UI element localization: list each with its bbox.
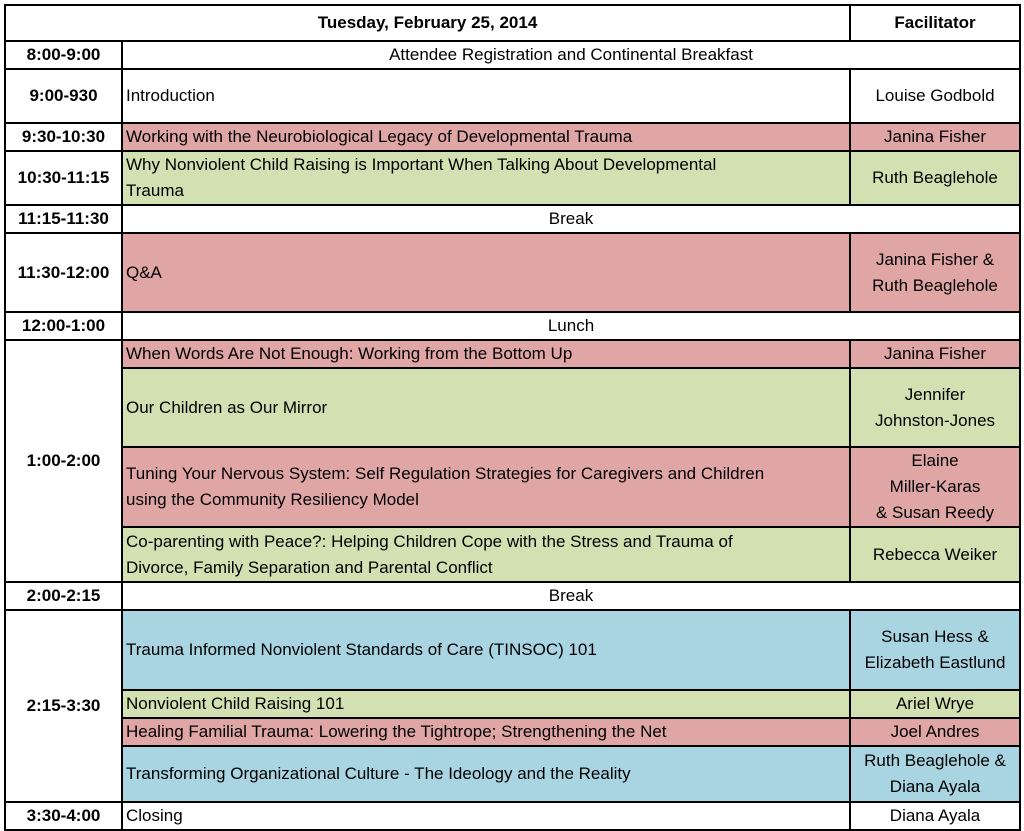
facilitator-cell: Ruth Beaglehole	[850, 151, 1020, 205]
time-cell: 11:30-12:00	[5, 233, 122, 312]
table-row	[5, 582, 1020, 610]
table-row	[5, 610, 1020, 690]
table-row	[5, 340, 1020, 368]
facilitator-line: Johnston-Jones	[875, 410, 996, 430]
session-topic: Healing Familial Trauma: Lowering the Tightrope; Strengthening the Net	[122, 718, 850, 746]
session-topic: Trauma Informed Nonviolent Standards of Care (TINSOC) 101	[122, 610, 850, 690]
schedule-table	[4, 4, 1021, 831]
facilitator-line: Elizabeth Eastlund	[864, 653, 1006, 672]
facilitator-line: Susan Hess &	[881, 627, 989, 646]
time-cell: 2:15-3:30	[5, 610, 122, 802]
table-row	[5, 205, 1020, 233]
date-header: Tuesday, February 25, 2014	[5, 5, 850, 41]
session-topic: Closing	[122, 802, 850, 830]
table-row	[5, 527, 1020, 582]
facilitator-cell	[850, 368, 1020, 447]
session-topic: Nonviolent Child Raising 101	[122, 690, 850, 718]
table-row	[5, 123, 1020, 151]
session-topic: Lunch	[122, 312, 1020, 340]
table-row	[5, 151, 1020, 205]
time-cell: 10:30-11:15	[5, 151, 122, 205]
facilitator-cell: Louise Godbold	[850, 69, 1020, 123]
session-topic: Transforming Organizational Culture - The Ideology and the Reality	[122, 746, 850, 802]
session-topic: Break	[122, 205, 1020, 233]
time-cell: 8:00-9:00	[5, 41, 122, 69]
topic-line: using the Community Resiliency Model	[126, 490, 419, 509]
facilitator-cell	[850, 746, 1020, 802]
facilitator-cell: Janina Fisher	[850, 340, 1020, 368]
table-row	[5, 746, 1020, 802]
facilitator-line: Janina Fisher &	[875, 249, 995, 269]
facilitator-line: Miller-Karas	[889, 477, 981, 496]
table-row	[5, 690, 1020, 718]
session-topic: When Words Are Not Enough: Working from the Bottom Up	[122, 340, 850, 368]
time-cell: 9:30-10:30	[5, 123, 122, 151]
time-cell: 2:00-2:15	[5, 582, 122, 610]
table-row	[5, 69, 1020, 123]
session-topic: Introduction	[122, 69, 850, 123]
time-cell: 3:30-4:00	[5, 802, 122, 830]
facilitator-cell	[850, 233, 1020, 312]
time-cell: 11:15-11:30	[5, 205, 122, 233]
table-row	[5, 233, 1020, 312]
facilitator-cell: Joel Andres	[850, 718, 1020, 746]
table-row	[5, 802, 1020, 830]
facilitator-cell: Janina Fisher	[850, 123, 1020, 151]
table-row	[5, 368, 1020, 447]
facilitator-line: Elaine	[911, 451, 959, 470]
session-topic: Working with the Neurobiological Legacy of Developmental Trauma	[122, 123, 850, 151]
table-row	[5, 312, 1020, 340]
session-topic: Attendee Registration and Continental Breakfast	[122, 41, 1020, 69]
facilitator-line: Ruth Beaglehole &	[864, 751, 1006, 770]
topic-line: Co-parenting with Peace?: Helping Children Cope with the Stress and Trauma of	[126, 531, 733, 551]
facilitator-cell	[850, 447, 1020, 527]
facilitator-cell: Rebecca Weiker	[850, 527, 1020, 582]
header-row	[5, 5, 1020, 41]
facilitator-cell: Ariel Wrye	[850, 690, 1020, 718]
facilitator-cell	[850, 610, 1020, 690]
time-cell: 12:00-1:00	[5, 312, 122, 340]
session-topic: Break	[122, 582, 1020, 610]
table-row	[5, 41, 1020, 69]
topic-line: Trauma	[126, 181, 184, 200]
facilitator-line: Ruth Beaglehole	[872, 275, 998, 295]
facilitator-line: & Susan Reedy	[875, 503, 995, 522]
facilitator-cell: Diana Ayala	[850, 802, 1020, 830]
table-row	[5, 718, 1020, 746]
facilitator-header: Facilitator	[850, 5, 1020, 41]
topic-line: Why Nonviolent Child Raising is Important When Talking About Developmental	[126, 155, 717, 174]
topic-line: Divorce, Family Separation and Parental Conflict	[126, 557, 493, 577]
table-row	[5, 447, 1020, 527]
session-topic: Q&A	[122, 233, 850, 312]
session-topic	[122, 527, 850, 582]
session-topic	[122, 447, 850, 527]
topic-line: Tuning Your Nervous System: Self Regulation Strategies for Caregivers and Children	[126, 464, 765, 483]
time-cell: 1:00-2:00	[5, 340, 122, 582]
session-topic: Our Children as Our Mirror	[122, 368, 850, 447]
facilitator-line: Diana Ayala	[889, 777, 981, 796]
session-topic	[122, 151, 850, 205]
time-cell: 9:00-930	[5, 69, 122, 123]
facilitator-line: Jennifer	[904, 384, 966, 404]
